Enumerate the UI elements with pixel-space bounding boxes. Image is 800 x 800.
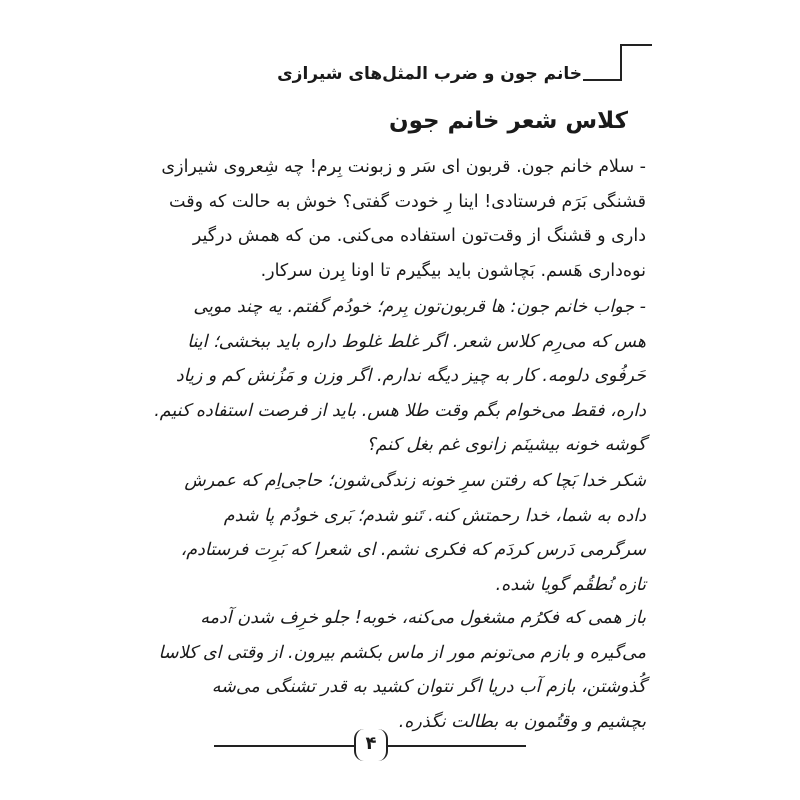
header-frame-top-line	[620, 44, 652, 46]
paragraph-2	[154, 290, 646, 463]
paragraph-line: - سلام خانم جون. قربون ای سَر و زبونت بِرم! چه شِعروی شیرازی	[161, 157, 646, 177]
running-header-title: خانم جون و ضرب المثل‌های شیرازی	[277, 64, 582, 84]
paragraph-line: داری و قشنگ از وقت‌تون استفاده می‌کنی. من که همش درگیر	[192, 226, 646, 246]
paragraph-line: قشنگی بَرَم فرستادی! اینا رِ خودت گفتی؟ خوش به حالت که وقت	[169, 191, 646, 212]
paragraph-line: تازه نُطقُم گویا شده.	[495, 574, 646, 595]
section-title: کلاس شعر خانم جون	[388, 108, 628, 134]
paragraph-line: - جواب خانم جون: ها قربون‌تون بِرم؛ خودُم گفتم. یه چند مویی	[193, 297, 646, 317]
footer-rule-right	[386, 745, 526, 747]
paragraph-line: گُذوشتن، بازم آب دریا اگر نتوان کشید به قدر تشنگی می‌شه	[211, 677, 646, 697]
paragraph-3	[154, 464, 646, 602]
paragraph-line: نوه‌داری هَسم. بَچاشون باید بیگیرم تا اونا بِرن سرکار.	[260, 260, 646, 281]
paragraph-line: می‌گیره و بازم می‌تونم مور از ماس بکشم بیرون. از وقتی ای کلاسا	[158, 642, 646, 663]
paragraph-line: باز همی که فکرُم مشغول می‌کنه، خوبه! جلو خرِف شدن آدمه	[200, 608, 646, 628]
paragraph-line: داره، فقط می‌خوام بگم وقت طلا هس. باید از فرصت استفاده کنیم.	[154, 400, 646, 421]
paragraph-1	[154, 150, 646, 288]
paragraph-4	[154, 601, 646, 739]
paragraph-line: سرگرمی دَرس کردَم که فکری نشم. ای شعرا که بَرِت فرستادم،	[180, 540, 646, 560]
footer-rule-left	[214, 745, 356, 747]
page-number: ۴	[354, 729, 388, 761]
paragraph-line: شکر خدا بَچا که رفتن سرِ خونه زندگی‌شون؛ حاجی‌اِم که عمرش	[184, 471, 646, 491]
paragraph-line: هس که می‌رِم کلاس شعر. اگر غلط غلوط داره باید ببخشی؛ اینا	[187, 331, 646, 352]
paragraph-line: داده به شما، خدا رحمتش کنه. تَنو شدم؛ بَری خودُم پا شدم	[223, 505, 646, 526]
paragraph-line: حَرفُوی دلومه. کار به چیز دیگه ندارم. اگر وزن و مَزُنش کم و زیاد	[175, 366, 646, 386]
paragraph-line: بچشیم و وقتُمون به بطالت نگذره.	[398, 711, 646, 732]
header-frame-bottom-line	[583, 79, 622, 81]
header-frame-vertical-line	[620, 44, 622, 80]
paragraph-line: گوشه خونه بیشینَم زانوی غم بغل کنم؟	[366, 435, 646, 455]
